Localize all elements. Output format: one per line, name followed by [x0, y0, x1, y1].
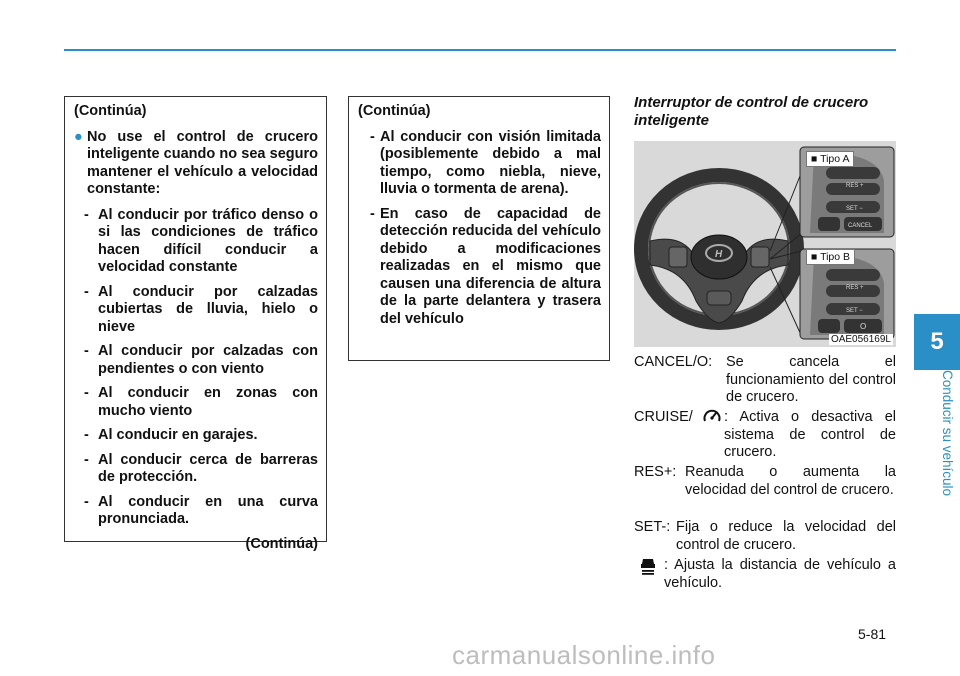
set-label: SET −	[846, 206, 863, 212]
bullet-item	[74, 129, 318, 199]
list-item-text: Al conducir por tráfico denso o si las condiciones de tráfico hacen difícil conducir a velocidad constante	[98, 206, 318, 275]
list-item-text: Al conducir cerca de barreras de protección.	[98, 451, 318, 485]
list-item: - Al conducir en zonas con mucho viento	[84, 385, 318, 419]
cancel-label: CANCEL	[848, 223, 873, 229]
tipo-a-label: ■ Tipo A	[806, 151, 854, 167]
desc-text: : Activa o desactiva el sistema de control de crucero.	[724, 409, 896, 460]
desc-term: CRUISE/	[634, 409, 693, 425]
res-label: RES +	[846, 183, 864, 189]
list-item-text: En caso de capacidad de detección reducida del vehículo debido a modificaciones realizadas en el mismo que causen una diferencia de altura de la parte delantera y trasera del vehículo	[380, 205, 601, 327]
desc-distance	[634, 557, 896, 592]
svg-text:H: H	[715, 249, 723, 260]
warning-box-2	[348, 96, 610, 361]
list-item-text: Al conducir por calzadas cubiertas de lluvia, hielo o nieve	[98, 283, 318, 335]
bullet-text: No use el control de crucero inteligente cuando no sea seguro mantener el vehículo a velocidad constante:	[87, 128, 318, 197]
desc-text: Se cancela el funcionamiento del control de crucero.	[726, 354, 896, 405]
desc-cancel	[634, 354, 896, 407]
vehicle-distance-icon	[640, 557, 656, 577]
set-label: SET −	[846, 308, 863, 314]
steering-wheel-illustration	[634, 141, 896, 347]
list-item: - En caso de capacidad de detección reducida del vehículo debido a modificaciones realizadas en el mismo que causen una diferencia de altura de la parte delantera y trasera del vehículo	[370, 205, 601, 327]
section-title: Interruptor de control de crucero inteligente	[634, 94, 869, 129]
chapter-title	[937, 370, 957, 510]
continua-label: (Continúa)	[358, 103, 431, 119]
list-item: - Al conducir por calzadas con pendientes o con viento	[84, 343, 318, 377]
bullet-dot-icon: ●	[74, 128, 83, 145]
desc-term: SET-:	[634, 519, 671, 535]
figure-code: OAE056169L	[830, 334, 891, 345]
watermark: carmanualsonline.info	[452, 640, 716, 670]
steering-wheel-figure	[634, 141, 896, 347]
chapter-tab: 5	[914, 314, 960, 370]
desc-text: : Ajusta la distancia de vehículo a vehículo.	[664, 557, 896, 591]
list-item-text: Al conducir en zonas con mucho viento	[98, 385, 318, 419]
list-item: - Al conducir cerca de barreras de protección.	[84, 451, 318, 485]
continua-label: (Continúa)	[245, 535, 318, 552]
list-item: - Al conducir en garajes.	[84, 427, 258, 443]
list-item: - Al conducir por calzadas cubiertas de lluvia, hielo o nieve	[84, 283, 318, 335]
desc-term: CANCEL/O:	[634, 354, 713, 370]
desc-cruise	[634, 409, 896, 462]
svg-text:O: O	[860, 322, 867, 331]
list-item: - Al conducir por tráfico denso o si las condiciones de tráfico hacen difícil conducir a velocidad constante	[84, 206, 318, 275]
desc-set	[634, 519, 896, 554]
tipo-b-label: ■ Tipo B	[806, 249, 855, 265]
desc-term: RES+:	[634, 464, 677, 480]
chapter-title-text: Conducir su vehículo	[940, 370, 955, 497]
header-rule	[64, 49, 896, 51]
res-label: RES +	[846, 285, 864, 291]
desc-text: Fija o reduce la velocidad del control de crucero.	[676, 519, 896, 553]
list-item: - Al conducir en una curva pronunciada.	[84, 493, 318, 527]
desc-text: Reanuda o aumenta la velocidad del control de crucero.	[685, 464, 896, 498]
list-item-text: Al conducir en una curva pronunciada.	[98, 493, 318, 527]
list-item-text: Al conducir en garajes.	[98, 427, 258, 443]
cruise-icon	[702, 407, 722, 427]
list-item: - Al conducir con visión limitada (posiblemente debido a mal tiempo, como niebla, nieve, lluvia o tormenta de arena).	[370, 128, 601, 197]
list-item-text: Al conducir con visión limitada (posiblemente debido a mal tiempo, como niebla, nieve, lluvia o tormenta de arena).	[380, 128, 601, 197]
page-number: 5-81	[858, 626, 887, 642]
warning-box-1	[64, 96, 327, 552]
continua-label: (Continúa)	[74, 103, 147, 119]
list-item-text: Al conducir por calzadas con pendientes o con viento	[98, 343, 318, 377]
desc-res	[634, 464, 896, 499]
